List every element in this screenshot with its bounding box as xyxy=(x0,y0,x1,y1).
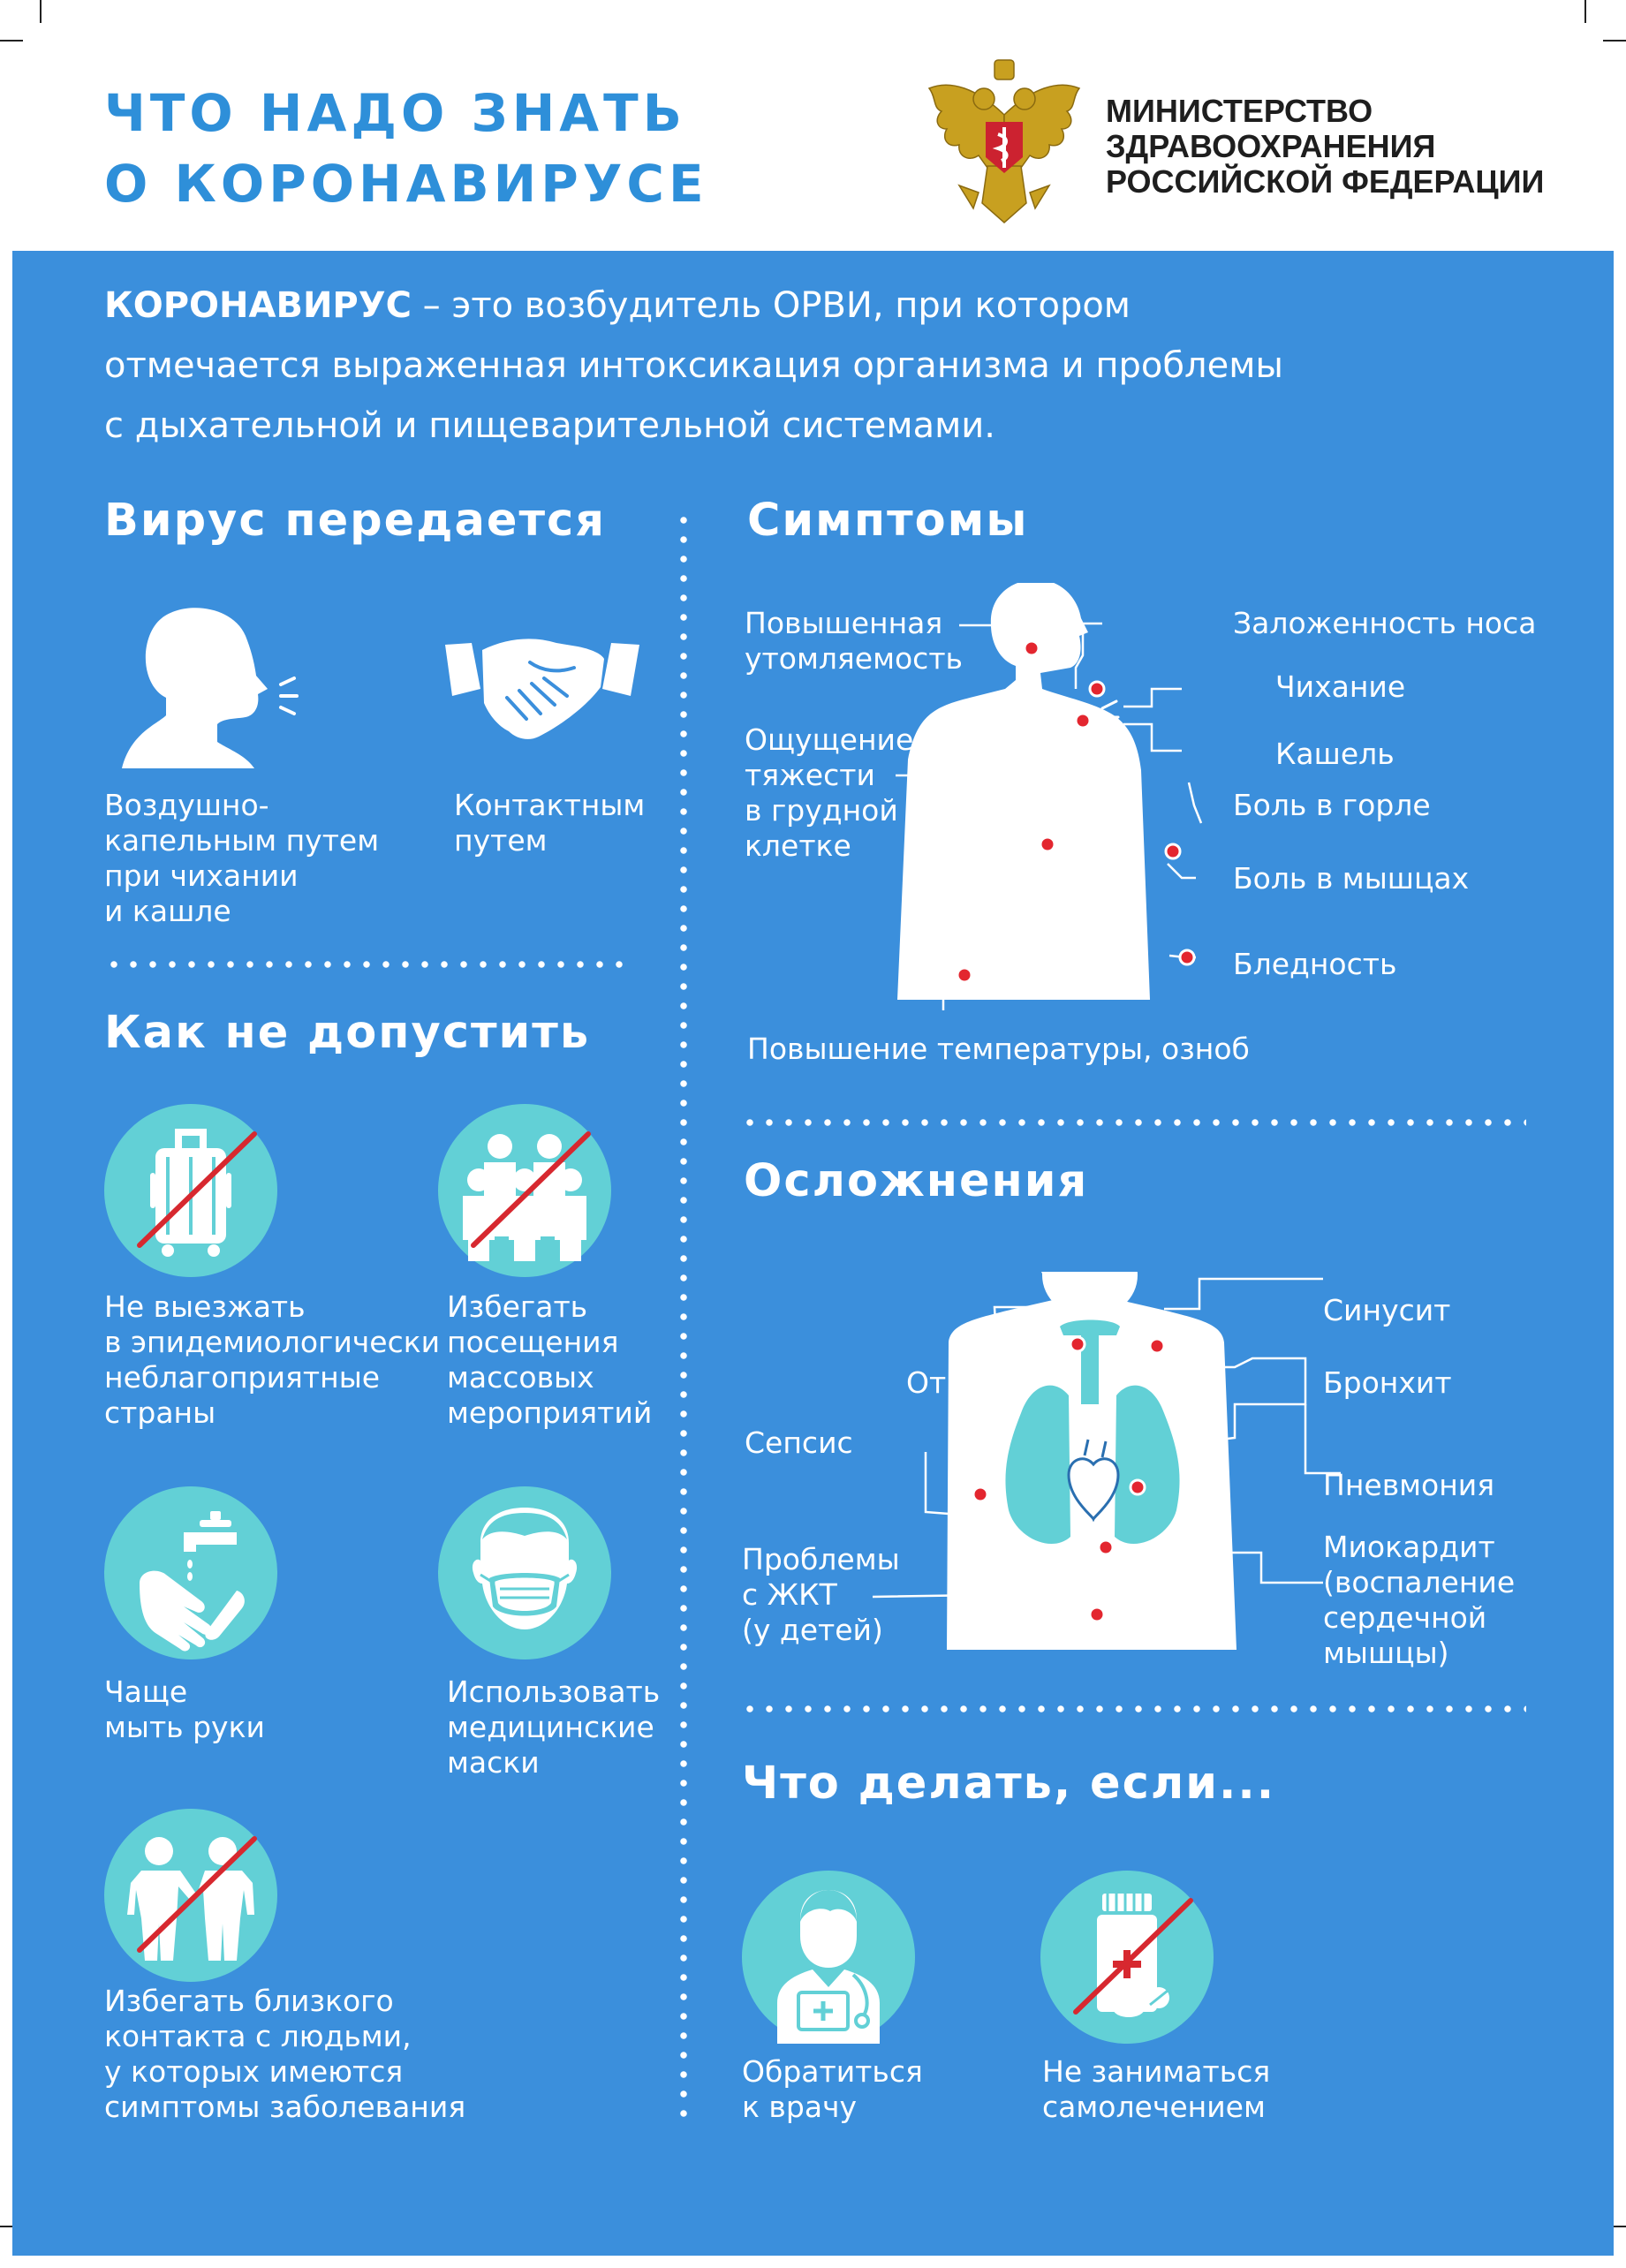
doctor-icon xyxy=(742,1871,915,2044)
caption-line: и кашле xyxy=(104,894,231,928)
caption-line: массовых xyxy=(447,1360,594,1395)
caption-line: Проблемы xyxy=(742,1542,900,1576)
caption-line: Чаще xyxy=(104,1675,188,1709)
caption-line: в грудной xyxy=(745,793,898,828)
intro-line xyxy=(104,276,1283,336)
avoid-contact-caption xyxy=(104,1984,465,2125)
wash-hands-icon xyxy=(104,1486,277,1659)
symptom-pallor: Бледность xyxy=(1233,947,1397,981)
caption-line: страны xyxy=(104,1395,216,1430)
ministry-line: МИНИСТЕРСТВО xyxy=(1106,93,1373,129)
caption-line: Не выезжать xyxy=(104,1289,306,1324)
transmission-heading: Вирус передается xyxy=(104,495,606,547)
no-self-caption xyxy=(1042,2054,1270,2125)
ministry-line: РОССИЙСКОЙ ФЕДЕРАЦИИ xyxy=(1106,163,1545,200)
caption-line: капельным путем xyxy=(104,823,380,858)
handshake-icon xyxy=(445,627,639,751)
prevention-heading: Как не допустить xyxy=(104,1007,591,1059)
caption-line: тяжести xyxy=(745,758,875,792)
section-divider xyxy=(740,1705,1526,1712)
caption-line: (воспаление xyxy=(1323,1565,1516,1599)
caption-line: контакта с людьми, xyxy=(104,2019,412,2053)
symptom-fever: Повышение температуры, озноб xyxy=(747,1032,1250,1066)
intro-paragraph xyxy=(104,276,1283,456)
masks-caption xyxy=(447,1675,660,1780)
title-line: О КОРОНАВИРУСЕ xyxy=(104,154,708,214)
caption-line: клетке xyxy=(745,828,851,863)
symptom-sneezing: Чихание xyxy=(1275,669,1406,704)
face-mask-icon xyxy=(438,1486,611,1659)
intro-line: с дыхательной и пищеварительной системами. xyxy=(104,405,995,446)
what-to-do-heading: Что делать, если... xyxy=(742,1758,1276,1810)
section-divider xyxy=(104,961,634,968)
caption-line: Ощущение xyxy=(745,722,914,757)
page-title xyxy=(104,78,708,219)
complication-myocarditis xyxy=(1323,1530,1515,1671)
symptom-cough: Кашель xyxy=(1275,737,1395,771)
title-line: ЧТО НАДО ЗНАТЬ xyxy=(104,83,686,143)
caption-line: Контактным xyxy=(454,788,646,822)
caption-line: мышцы) xyxy=(1323,1636,1449,1670)
caption-line: в эпидемиологически xyxy=(104,1325,441,1359)
no-crowd-icon xyxy=(438,1104,611,1277)
crop-mark xyxy=(1584,0,1586,23)
caption-line: (у детей) xyxy=(742,1613,883,1647)
complication-otitis: Отит xyxy=(906,1365,982,1400)
symptoms-heading: Симптомы xyxy=(747,495,1029,547)
section-divider xyxy=(740,1119,1526,1126)
caption-line: мыть руки xyxy=(104,1710,265,1744)
no-luggage-icon xyxy=(104,1104,277,1277)
caption-line: с ЖКТ xyxy=(742,1577,837,1612)
crop-mark xyxy=(1603,40,1626,42)
vertical-divider xyxy=(680,510,687,2127)
no-contact-icon xyxy=(104,1809,277,1982)
caption-line: путем xyxy=(454,823,548,858)
caption-line: медицинские xyxy=(447,1710,654,1744)
caption-line: неблагоприятные xyxy=(104,1360,381,1395)
wash-hands-caption xyxy=(104,1675,265,1745)
complication-bronchitis: Бронхит xyxy=(1323,1365,1452,1400)
caption-line: Использовать xyxy=(447,1675,661,1709)
symptom-sore-throat: Боль в горле xyxy=(1233,788,1431,822)
doctor-caption xyxy=(742,2054,923,2125)
avoid-events-caption xyxy=(447,1289,652,1431)
caption-line: Избегать близкого xyxy=(104,1984,394,2018)
complication-gi xyxy=(742,1542,900,1648)
caption-line: мероприятий xyxy=(447,1395,653,1430)
contact-caption xyxy=(454,788,645,858)
caption-line: посещения xyxy=(447,1325,619,1359)
intro-line: отмечается выраженная интоксикация организма и проблемы xyxy=(104,345,1283,386)
caption-line: к врачу xyxy=(742,2090,858,2124)
symptom-nasal: Заложенность носа xyxy=(1233,606,1537,640)
caption-line: самолечением xyxy=(1042,2090,1266,2124)
complication-pneumonia: Пневмония xyxy=(1323,1468,1495,1502)
complications-heading: Осложнения xyxy=(744,1155,1089,1207)
crop-mark xyxy=(40,0,42,23)
no-travel-caption xyxy=(104,1289,440,1431)
complication-sepsis: Сепсис xyxy=(745,1425,853,1460)
intro-line-rest: – это возбудитель ОРВИ, при котором xyxy=(411,285,1131,326)
airborne-caption xyxy=(104,788,379,929)
ministry-name xyxy=(1106,94,1544,200)
no-pills-icon xyxy=(1040,1871,1214,2044)
emblem-icon xyxy=(924,53,1085,230)
caption-line: маски xyxy=(447,1745,540,1780)
caption-line: при чихании xyxy=(104,858,299,893)
caption-line: Миокардит xyxy=(1323,1530,1495,1564)
symptom-muscle-pain: Боль в мышцах xyxy=(1233,861,1470,896)
caption-line: Не заниматься xyxy=(1042,2054,1271,2089)
caption-line: утомляемость xyxy=(745,641,963,676)
caption-line: Повышенная xyxy=(745,606,943,640)
caption-line: Избегать xyxy=(447,1289,588,1324)
caption-line: симптомы заболевания xyxy=(104,2090,466,2124)
caption-line: Обратиться xyxy=(742,2054,923,2089)
ministry-line: ЗДРАВООХРАНЕНИЯ xyxy=(1106,128,1436,164)
caption-line: сердечной xyxy=(1323,1600,1487,1635)
caption-line: Воздушно- xyxy=(104,788,269,822)
intro-term: КОРОНАВИРУС xyxy=(104,285,412,326)
head-sneeze-icon xyxy=(113,601,325,768)
symptom-chest xyxy=(745,722,913,864)
caption-line: у которых имеются xyxy=(104,2054,404,2089)
symptom-fatigue xyxy=(745,606,963,677)
complication-sinusitis: Синусит xyxy=(1323,1293,1451,1327)
crop-mark xyxy=(0,40,23,42)
